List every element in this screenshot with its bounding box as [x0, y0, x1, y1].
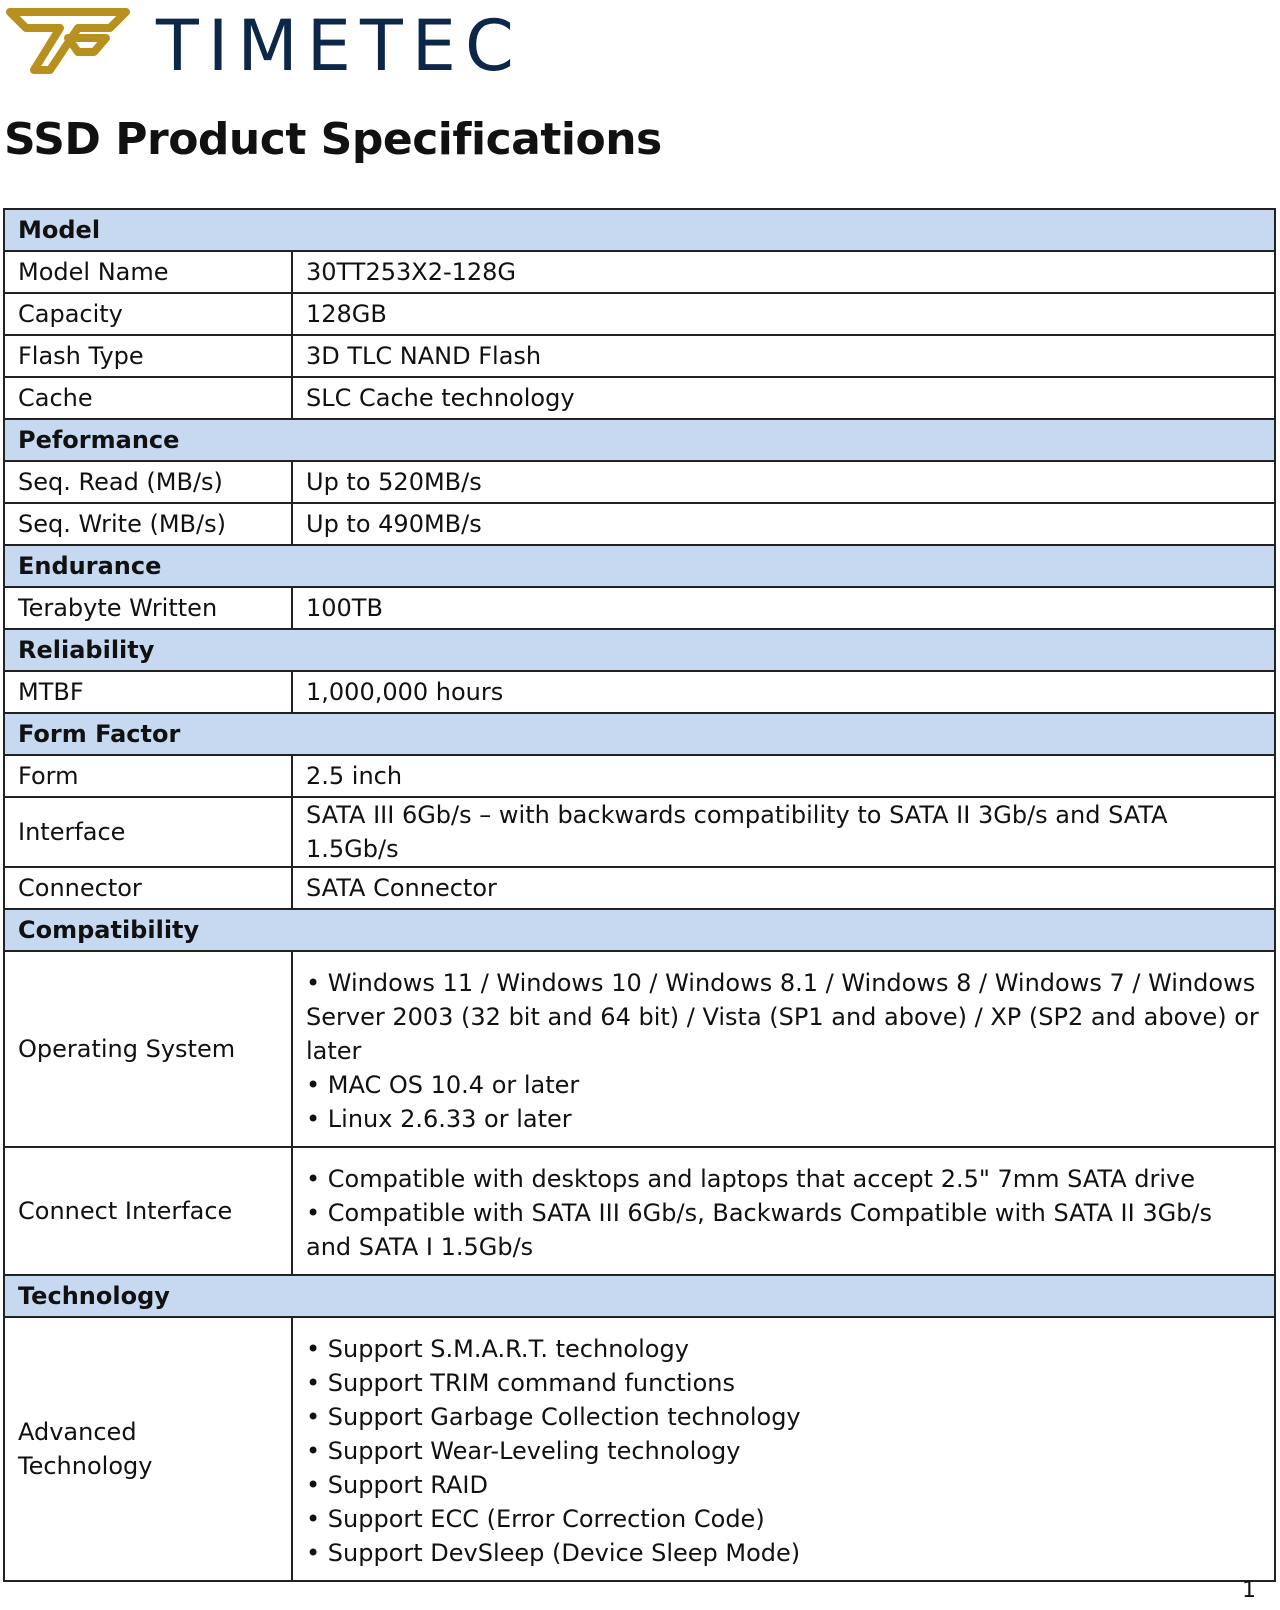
spec-label: MTBF — [4, 671, 292, 713]
spec-label: Form — [4, 755, 292, 797]
section-title: Technology — [4, 1275, 1275, 1317]
section-header-row — [4, 909, 1275, 951]
spec-value: Up to 490MB/s — [292, 503, 1275, 545]
page-title: SSD Product Specifications — [4, 114, 662, 165]
spec-bullet: • MAC OS 10.4 or later — [306, 1071, 580, 1099]
spec-label: Capacity — [4, 293, 292, 335]
spec-row — [4, 1147, 1275, 1275]
spec-label: Seq. Write (MB/s) — [4, 503, 292, 545]
spec-bullet: • Support Wear-Leveling technology — [306, 1437, 741, 1465]
spec-row — [4, 251, 1275, 293]
spec-value — [292, 1317, 1275, 1581]
spec-row — [4, 377, 1275, 419]
spec-label: Flash Type — [4, 335, 292, 377]
spec-row — [4, 587, 1275, 629]
spec-table — [3, 208, 1276, 1582]
section-header-row — [4, 1275, 1275, 1317]
section-header-row — [4, 419, 1275, 461]
section-title: Reliability — [4, 629, 1275, 671]
page-number: 1 — [1242, 1578, 1256, 1603]
spec-bullet: • Support RAID — [306, 1471, 488, 1499]
spec-value: Up to 520MB/s — [292, 461, 1275, 503]
spec-label: Cache — [4, 377, 292, 419]
spec-label: Connect Interface — [4, 1147, 292, 1275]
brand-wordmark: TIMETEC — [156, 5, 523, 84]
spec-value: SLC Cache technology — [292, 377, 1275, 419]
spec-value: 1,000,000 hours — [292, 671, 1275, 713]
spec-bullet: • Windows 11 / Windows 10 / Windows 8.1 / Windows 8 / Windows 7 / Windows Server 2003 (32 bit and 64 bit) / Vista (SP1 and above) / XP (SP2 and above) or later — [306, 969, 1259, 1065]
spec-row — [4, 755, 1275, 797]
section-title: Form Factor — [4, 713, 1275, 755]
spec-row — [4, 1317, 1275, 1581]
spec-row — [4, 335, 1275, 377]
section-title: Model — [4, 209, 1275, 251]
spec-value: 2.5 inch — [292, 755, 1275, 797]
spec-value: 3D TLC NAND Flash — [292, 335, 1275, 377]
section-header-row — [4, 545, 1275, 587]
section-title: Peformance — [4, 419, 1275, 461]
spec-bullet: • Compatible with desktops and laptops that accept 2.5" 7mm SATA drive — [306, 1165, 1195, 1193]
spec-row — [4, 671, 1275, 713]
spec-label: Advanced Technology — [4, 1317, 292, 1581]
spec-label: Connector — [4, 867, 292, 909]
spec-label: Operating System — [4, 951, 292, 1147]
spec-bullet: • Support Garbage Collection technology — [306, 1403, 801, 1431]
section-header-row — [4, 629, 1275, 671]
section-header-row — [4, 209, 1275, 251]
section-header-row — [4, 713, 1275, 755]
spec-label: Model Name — [4, 251, 292, 293]
timetec-emblem-icon — [10, 12, 126, 70]
spec-value: SATA III 6Gb/s – with backwards compatibility to SATA II 3Gb/s and SATA 1.5Gb/s — [292, 797, 1275, 867]
spec-bullet: • Support ECC (Error Correction Code) — [306, 1505, 765, 1533]
spec-value — [292, 1147, 1275, 1275]
spec-bullet: • Support S.M.A.R.T. technology — [306, 1335, 689, 1363]
spec-bullet: • Support TRIM command functions — [306, 1369, 735, 1397]
spec-label: Interface — [4, 797, 292, 867]
spec-row — [4, 293, 1275, 335]
timetec-logo — [6, 0, 626, 84]
spec-label: Seq. Read (MB/s) — [4, 461, 292, 503]
spec-row — [4, 951, 1275, 1147]
section-title: Endurance — [4, 545, 1275, 587]
spec-value: 30TT253X2-128G — [292, 251, 1275, 293]
spec-value: 128GB — [292, 293, 1275, 335]
spec-bullet: • Linux 2.6.33 or later — [306, 1105, 572, 1133]
brand-header — [6, 0, 626, 84]
spec-row — [4, 867, 1275, 909]
spec-row — [4, 503, 1275, 545]
spec-value — [292, 951, 1275, 1147]
spec-row — [4, 797, 1275, 867]
spec-bullet: • Compatible with SATA III 6Gb/s, Backwards Compatible with SATA II 3Gb/s and SATA I 1.5Gb/s — [306, 1199, 1213, 1261]
spec-label: Terabyte Written — [4, 587, 292, 629]
spec-value: SATA Connector — [292, 867, 1275, 909]
section-title: Compatibility — [4, 909, 1275, 951]
spec-value: 100TB — [292, 587, 1275, 629]
spec-bullet: • Support DevSleep (Device Sleep Mode) — [306, 1539, 801, 1567]
spec-row — [4, 461, 1275, 503]
